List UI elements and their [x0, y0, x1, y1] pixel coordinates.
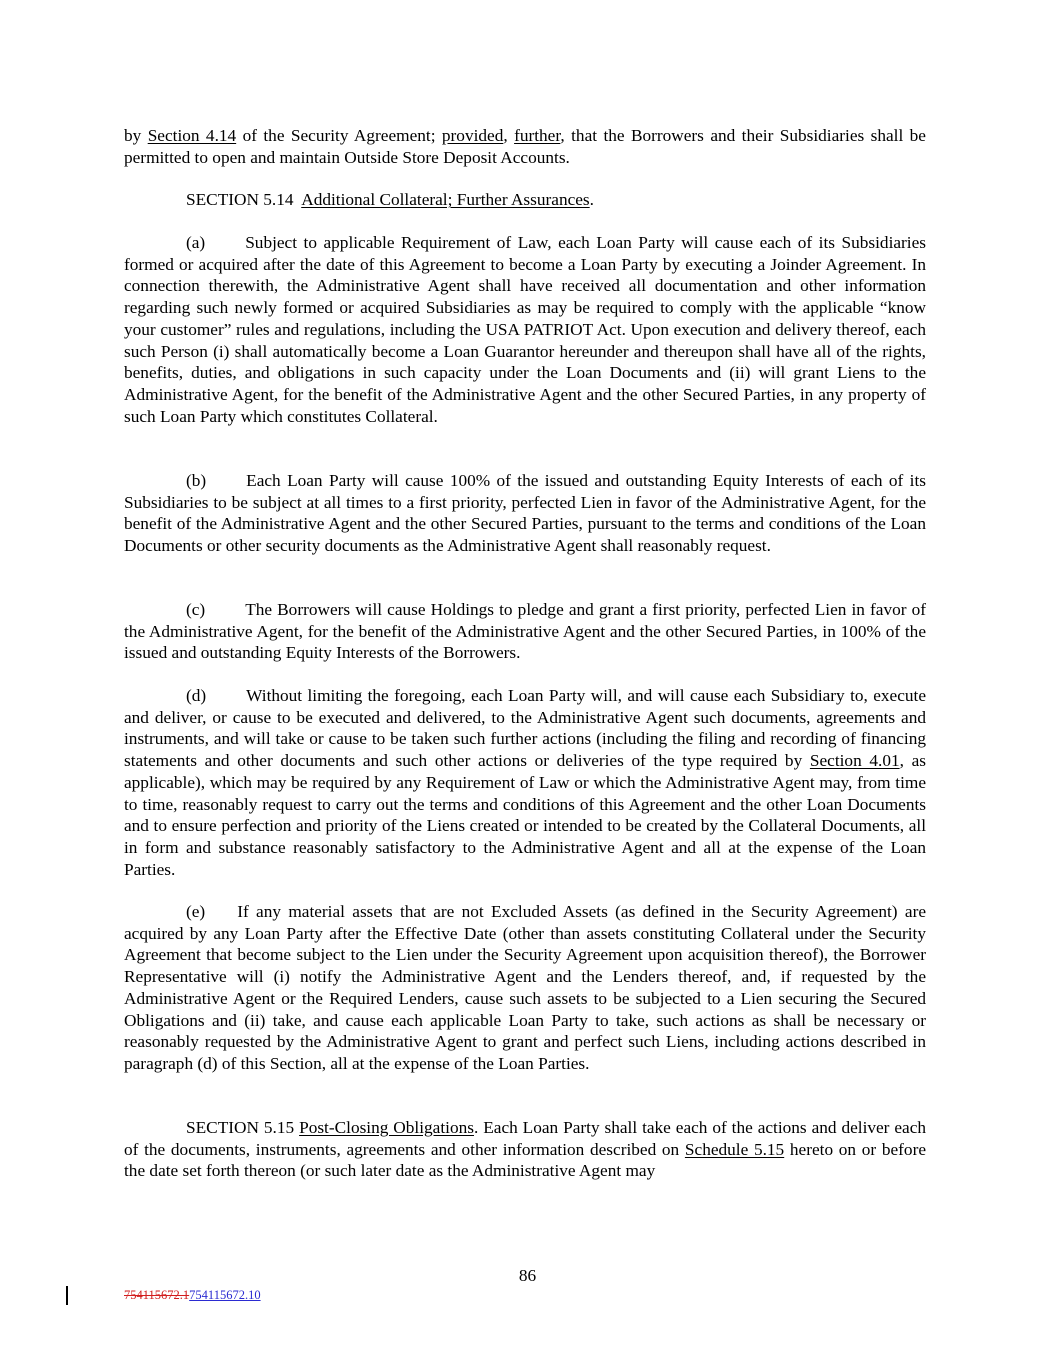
change-bar: [66, 1286, 68, 1305]
document-id-deleted: 754115672.1: [124, 1288, 190, 1302]
intro-text: , that the Borrowers and their Subsidiaries shall be permitted to open and maintain Outside Store Deposit Accounts.: [124, 126, 926, 167]
paragraph-text: . Each Loan Party shall take each of the actions and deliver each of the documents, instruments, agreements and other information described on: [124, 1118, 927, 1159]
intro-paragraph: [124, 125, 926, 168]
section-5-15-paragraph: [124, 1117, 926, 1182]
paragraph-text: , as applicable), which may be required by any Requirement of Law or which the Administrative Agent may, from time to time, reasonably request to carry out the terms and conditions of this Agreement and the other Loan Documents and to ensure perfection and priority of the Liens created or intended to be created by the Collateral Documents, all in form and substance reasonably satisfactory to the Administrative Agent and all at the expense of the Loan Parties.: [124, 751, 926, 879]
document-id-inserted: 754115672.10: [189, 1288, 261, 1302]
paragraph-c: [124, 599, 926, 664]
section-title: Additional Collateral; Further Assurances: [301, 190, 590, 209]
paragraph-text: hereto on or before the date set forth thereon (or such later date as the Administrative Agent may: [124, 1139, 926, 1181]
paragraph-label: (d): [186, 686, 207, 705]
paragraph-b: [124, 470, 926, 557]
paragraph-text: Without limiting the foregoing, each Loan Party will, and will cause each Subsidiary to, execute and deliver, or cause to be executed and delivered, to the Administrative Agent such documents, agreements and instruments, and will take or cause to be taken such further actions (including the filing and recording of financing statements and other documents and such other actions or deliveries of the type required by: [124, 686, 926, 771]
page-number: 86: [518, 1266, 537, 1285]
section-4-14-reference[interactable]: Section 4.14: [147, 126, 237, 145]
section-number: SECTION 5.15: [186, 1118, 295, 1137]
intro-text: by: [124, 126, 148, 145]
paragraph-label: (e): [186, 902, 206, 921]
intro-text: of the Security Agreement;: [236, 126, 442, 145]
paragraph-e: [124, 901, 926, 1075]
paragraph-a: [124, 232, 926, 427]
section-title: Post-Closing Obligations: [299, 1118, 474, 1137]
paragraph-d: [124, 685, 926, 880]
paragraph-label: (a): [186, 233, 206, 252]
paragraph-text: Subject to applicable Requirement of Law, each Loan Party will cause each of its Subsidiaries formed or acquired after the date of this Agreement to become a Loan Party by executing a Joinder Agreement. In connection therewith, the Administrative Agent shall have received all documentation and other information regarding such newly formed or acquired Subsidiaries as may be required to comply with the applicable “know your customer” rules and regulations, including the USA PATRIOT Act. Upon execution and delivery thereof, each such Person (i) shall automatically become a Loan Guarantor hereunder and thereupon shall have all of the rights, benefits, duties, and obligations in such capacity under the Loan Documents and (ii) will grant Liens to the Administrative Agent, for the benefit of the Administrative Agent and the other Secured Parties, in any property of such Loan Party which constitutes Collateral.: [124, 233, 926, 426]
paragraph-text: If any material assets that are not Excluded Assets (as defined in the Security Agreement) are acquired by any Loan Party after the Effective Date (other than assets constituting Collateral under the Security Agreement that become subject to the Lien under the Security Agreement upon acquisition thereof), the Borrower Representative will (i) notify the Administrative Agent and the Lenders thereof, and, if requested by the Administrative Agent or the Required Lenders, cause such assets to be subjected to a Lien securing the Secured Obligations and (ii) take, and cause each applicable Loan Party to take, such actions as shall be necessary or reasonably requested by the Administrative Agent to grant and perfect such Liens, including actions described in paragraph (d) of this Section, all at the expense of the Loan Parties.: [124, 902, 926, 1073]
section-number: SECTION 5.14: [186, 190, 294, 209]
section-4-01-reference[interactable]: Section 4.01: [809, 751, 900, 771]
provided-term: provided: [441, 126, 504, 145]
paragraph-text: The Borrowers will cause Holdings to pledge and grant a first priority, perfected Lien in favor of the Administrative Agent, for the benefit of the Administrative Agent and the other Secured Parties, in 100% of the issued and outstanding Equity Interests of the Borrowers.: [124, 600, 926, 663]
further-term: further: [514, 126, 561, 145]
intro-text: ,: [503, 126, 515, 145]
document-id: [124, 1288, 261, 1302]
paragraph-label: (c): [186, 600, 206, 619]
paragraph-text: Each Loan Party will cause 100% of the issued and outstanding Equity Interests of each of its Subsidiaries to be subject at all times to a first priority, perfected Lien in favor of the Administrative Agent, for the benefit of the Administrative Agent and the other Secured Parties, pursuant to the terms and conditions of the Loan Documents or other security documents as the Administrative Agent shall reasonably request.: [124, 471, 926, 556]
section-5-14-heading: SECTION 5.14 Additional Collateral; Further Assurances.: [186, 190, 594, 209]
schedule-5-15-reference[interactable]: Schedule 5.15: [684, 1139, 785, 1159]
paragraph-label: (b): [186, 471, 207, 490]
